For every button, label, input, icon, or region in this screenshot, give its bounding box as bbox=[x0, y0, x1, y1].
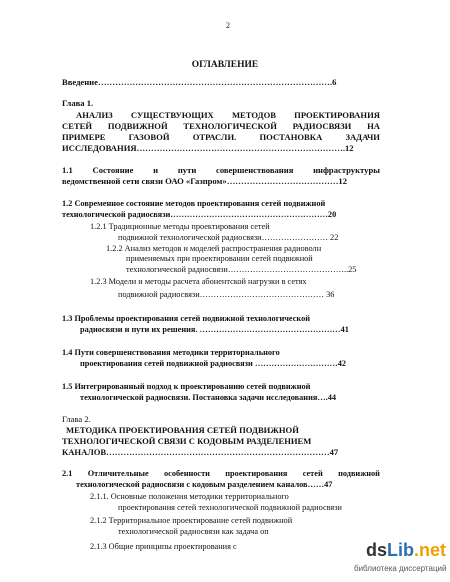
word: ПРОЕКТИРОВАНИЯ bbox=[294, 110, 380, 120]
toc-entry-1-2-line-2: технологической радиосвязи…………………………………………………20 bbox=[62, 210, 337, 219]
toc-entry-2-1-line-1 bbox=[62, 470, 380, 478]
toc-entry-1-1-line-2: ведомственной сети связи ОАО «Газпром»…………………………………12 bbox=[62, 176, 348, 186]
toc-entry-2-1-1-line-1: 2.1.1. Основные положения методики территориального bbox=[90, 492, 289, 501]
toc-entry-1-2-line-1: 1.2 Современное состояние методов проектирования сетей подвижной bbox=[62, 199, 326, 208]
toc-entry-1-1-line-1 bbox=[62, 166, 380, 175]
dslib-logo bbox=[366, 540, 446, 561]
word: пути bbox=[177, 165, 197, 175]
chapter-2-title-line-3: КАНАЛОВ……………………………………………………………………47 bbox=[62, 447, 339, 457]
logo-part: ds bbox=[366, 540, 388, 560]
toc-entry-1-2-3-line-1: 1.2.3 Модели и методы расчета абонентской нагрузки в сетях bbox=[90, 277, 307, 286]
toc-entry-1-4-line-2: проектирования сетей подвижной радиосвязи …………………………42 bbox=[80, 359, 347, 368]
toc-entry-2-1-2-line-1: 2.1.2 Территориальное проектирование сетей подвижной bbox=[90, 516, 293, 525]
toc-entry-1-2-2-line-2: применяемых при проектировании сетей подвижной bbox=[126, 254, 313, 263]
word: проектирования bbox=[225, 469, 288, 478]
intro-page: 6 bbox=[332, 77, 337, 87]
chapter-1-title-line-4: ИССЛЕДОВАНИЯ……………………………………………………………….12 bbox=[62, 143, 354, 153]
toc-entry-intro bbox=[62, 78, 336, 87]
toc-entry-2-1-1-line-2: проектирования сетей технологической подвижной радиосвязи bbox=[118, 503, 342, 512]
word: АНАЛИЗ bbox=[76, 110, 113, 120]
toc-title: ОГЛАВЛЕНИЕ bbox=[191, 60, 259, 70]
word: совершенствования bbox=[216, 165, 294, 175]
chapter-2-label: Глава 2. bbox=[62, 414, 91, 424]
word: подвижной bbox=[338, 469, 380, 478]
logo-part: .net bbox=[414, 540, 447, 560]
intro-label: Введение bbox=[62, 77, 98, 87]
toc-entry-1-2-2-line-3: технологической радиосвязи……………………………………..25 bbox=[126, 265, 357, 274]
chapter-1-label: Глава 1. bbox=[62, 98, 94, 108]
word: и bbox=[153, 165, 159, 175]
word: 1.1 bbox=[62, 165, 73, 175]
toc-entry-1-4-line-1: 1.4 Пути совершенствования методики территориального bbox=[62, 348, 280, 357]
toc-entry-1-3-line-1: 1.3 Проблемы проектирования сетей подвижной технологической bbox=[62, 314, 310, 323]
word: Отличительные bbox=[87, 469, 149, 478]
toc-entry-1-2-1-line-1: 1.2.1 Традиционные методы проектирования сетей bbox=[90, 222, 270, 231]
word: ПОДВИЖНОЙ bbox=[107, 121, 168, 131]
word: СУЩЕСТВУЮЩИХ bbox=[130, 110, 214, 120]
toc-entry-1-5-line-1: 1.5 Интегрированный подход к проектированию сетей подвижной bbox=[62, 382, 311, 391]
toc-entry-1-5-line-2: технологической радиосвязи. Постановка задачи исследования….44 bbox=[80, 393, 337, 402]
dslib-tagline: библиотека диссертаций bbox=[354, 564, 447, 573]
word: ГАЗОВОЙ bbox=[128, 132, 170, 142]
word: ЗАДАЧИ bbox=[345, 132, 380, 142]
word: инфраструктуры bbox=[313, 165, 380, 175]
word: ПОСТАНОВКА bbox=[259, 132, 323, 142]
word: сетей bbox=[302, 469, 323, 478]
word: МЕТОДОВ bbox=[231, 110, 276, 120]
word: Состояние bbox=[92, 165, 134, 175]
page-number: 2 bbox=[226, 21, 230, 30]
word: ОТРАСЛИ. bbox=[192, 132, 237, 142]
toc-entry-2-1-line-2: технологической радиосвязи с кодовым разделением каналов……47 bbox=[76, 480, 333, 489]
word: 2.1 bbox=[62, 469, 73, 478]
chapter-1-title-line-3 bbox=[62, 133, 380, 142]
toc-entry-1-2-2-line-1: 1.2.2 Анализ методов и моделей распространения радиоволн bbox=[106, 244, 322, 253]
word: особенности bbox=[164, 469, 210, 478]
word: ПРИМЕРЕ bbox=[62, 132, 106, 142]
toc-entry-1-2-3-line-2: подвижной радиосвязи……………………………………… 36 bbox=[118, 290, 335, 299]
word: СЕТЕЙ bbox=[62, 121, 93, 131]
intro-leader: ………………………………………………………………………. bbox=[97, 77, 333, 87]
dslib-watermark bbox=[352, 540, 450, 578]
word: РАДИОСВЯЗИ bbox=[292, 121, 352, 131]
chapter-2-title-line-1: МЕТОДИКА ПРОЕКТИРОВАНИЯ СЕТЕЙ ПОДВИЖНОЙ bbox=[66, 425, 299, 435]
chapter-1-title-line-2 bbox=[62, 122, 380, 131]
word: НА bbox=[367, 121, 380, 131]
toc-entry-1-3-line-2: радиосвязи и пути их решения. ……………………………………………41 bbox=[80, 325, 349, 334]
toc-entry-1-2-1-line-2: подвижной технологической радиосвязи…………………… 22 bbox=[118, 233, 339, 242]
toc-entry-2-1-2-line-2: технологической радиосвязи как задача оп bbox=[118, 527, 269, 536]
logo-part: Lib bbox=[387, 540, 415, 560]
word: ТЕХНОЛОГИЧЕСКОЙ bbox=[183, 121, 277, 131]
toc-entry-2-1-3-line-1: 2.1.3 Общие принципы проектирования с bbox=[90, 542, 237, 551]
chapter-1-title-line-1 bbox=[76, 111, 380, 120]
chapter-2-title-line-2: ТЕХНОЛОГИЧЕСКОЙ СВЯЗИ С КОДОВЫМ РАЗДЕЛЕНИЕМ bbox=[62, 436, 312, 446]
